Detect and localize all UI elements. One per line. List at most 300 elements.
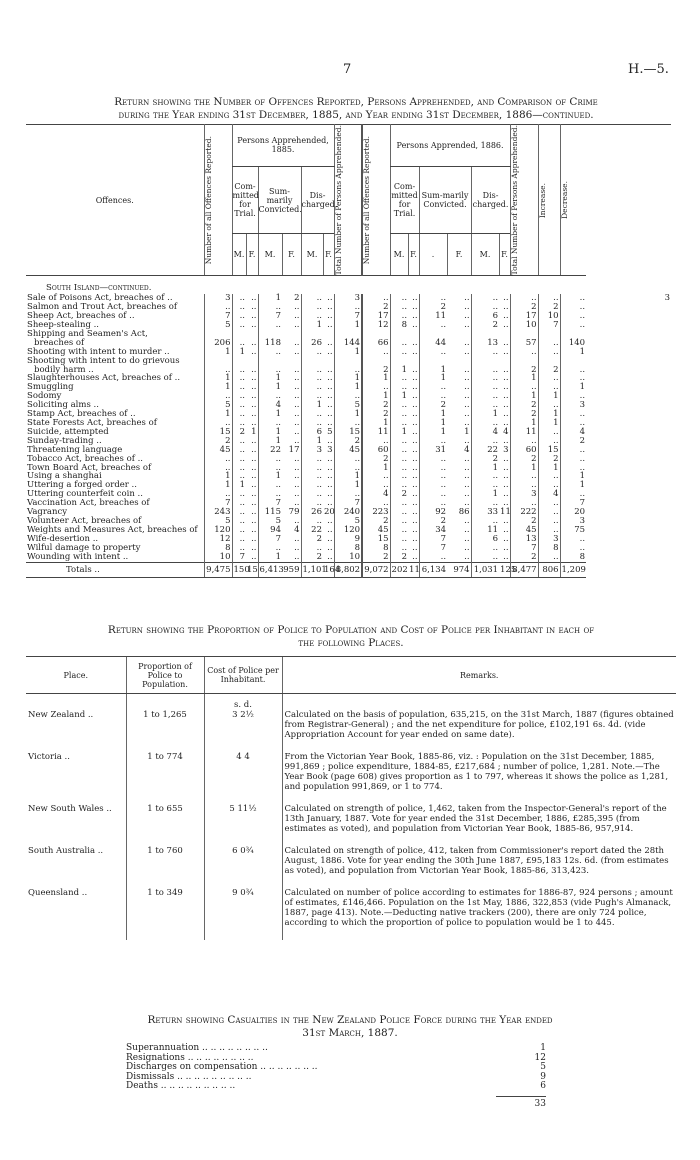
offence-cell: .. xyxy=(251,320,257,331)
col-total-1885: Total Number of Persons Apprehended. xyxy=(333,125,343,276)
offence-name: Shooting with intent to murder .. xyxy=(27,346,170,357)
offence-cell: .. xyxy=(503,293,509,304)
police-row xyxy=(26,888,676,940)
offence-cell: .. xyxy=(464,480,470,491)
offence-cell: .. xyxy=(327,346,333,357)
offence-cell: 8 xyxy=(334,544,362,553)
offence-cell: 7 xyxy=(334,499,362,508)
offence-cell: 33 xyxy=(471,508,499,517)
offence-cell: .. xyxy=(464,320,470,331)
offence-cell: 2 xyxy=(510,303,538,312)
offence-cell: .. xyxy=(464,337,470,348)
offence-cell: 4 xyxy=(362,490,390,499)
offence-cell: .. xyxy=(251,373,257,384)
casualty-label: Deaths .. .. .. .. .. .. .. .. .. xyxy=(126,1081,236,1091)
offence-cell: 1 xyxy=(258,428,282,437)
offence-cell: 15 xyxy=(362,535,390,544)
offence-cell: .. xyxy=(251,507,257,518)
col-place: Place. xyxy=(26,657,126,694)
offence-cell: .. xyxy=(258,321,282,330)
offence-cell: .. xyxy=(503,346,509,357)
offence-cell: 115 xyxy=(258,508,282,517)
offence-cell: .. xyxy=(251,551,257,562)
offence-cell: .. xyxy=(390,383,408,392)
offence-cell: 45 xyxy=(334,446,362,455)
offence-name: Wife-desertion .. xyxy=(27,533,99,544)
col-m: M. xyxy=(390,234,408,276)
remarks: Calculated on number of police according to estimates for 1886-87, 924 persons ; amount of estimates, £146,466. Population on the 1st May, 1886, 322,853 (vide Pugh's Almanack, 1887, page 413). Note.—Deducting native trackers (200), there are only 724 police, according to which the proportion of police to population would be 1 to 445. xyxy=(282,888,676,940)
offence-cell: .. xyxy=(419,437,447,446)
offence-cell: .. xyxy=(294,453,300,464)
offence-cell: .. xyxy=(390,508,408,517)
offence-cell: .. xyxy=(464,311,470,322)
offence-cell: 8 xyxy=(390,321,408,330)
place: Queensland .. xyxy=(28,888,88,898)
offence-cell: .. xyxy=(464,533,470,544)
offence-cell: .. xyxy=(232,303,246,312)
offence-cell: .. xyxy=(471,348,499,357)
offence-cell: .. xyxy=(294,498,300,509)
offence-cell: .. xyxy=(327,471,333,482)
offence-cell: 11 xyxy=(362,428,390,437)
offence-name: Vaccination Act, breaches of xyxy=(27,498,150,509)
offence-cell: .. xyxy=(464,542,470,553)
police-row xyxy=(26,752,676,804)
offence-cell: 15 xyxy=(204,428,232,437)
offence-cell: 12 xyxy=(362,321,390,330)
offence-cell: 3 xyxy=(560,401,586,410)
offence-cell: .. xyxy=(251,337,257,348)
offence-cell: 7 xyxy=(232,553,246,562)
offence-cell: .. xyxy=(334,392,362,401)
offence-cell: 144 xyxy=(334,339,362,348)
offence-cell: 1 xyxy=(471,464,499,473)
offence-cell: .. xyxy=(503,551,509,562)
offence-cell: .. xyxy=(327,489,333,500)
offence-cell: .. xyxy=(412,302,418,313)
offence-name: Shipping and Seamen's Act, xyxy=(27,328,148,339)
offence-cell: .. xyxy=(301,481,323,490)
offence-cell: .. xyxy=(251,364,257,375)
offence-cell: 2 xyxy=(294,293,300,304)
offence-cell: .. xyxy=(327,391,333,402)
offence-cell: .. xyxy=(419,499,447,508)
remarks: Calculated on strength of police, 1,462, taken from the Inspector-General's report of the 13th January, 1887. Vote for year ended the 31st December, 1886, £285,395 (from estimates as voted), and population from Victorian Year Book, 1885-86, 957,914. xyxy=(282,804,676,846)
offence-cell: 10 xyxy=(334,553,362,562)
offence-cell: .. xyxy=(390,303,408,312)
offence-cell: .. xyxy=(327,542,333,553)
offence-cell: 1 xyxy=(362,392,390,401)
offence-cell: 8 xyxy=(204,544,232,553)
offence-cell: 2 xyxy=(419,517,447,526)
offence-cell: 1 xyxy=(258,472,282,481)
offence-cell: .. xyxy=(464,409,470,420)
offence-cell: 2 xyxy=(362,455,390,464)
offence-cell: .. xyxy=(258,348,282,357)
offence-cell: 7 xyxy=(258,535,282,544)
offence-cell: .. xyxy=(301,303,323,312)
offence-cell: .. xyxy=(538,499,560,508)
casualty-total: 33 xyxy=(496,1096,546,1109)
offence-cell: 5 xyxy=(204,401,232,410)
offence-name: Town Board Act, breaches of xyxy=(27,462,152,473)
table3-title-line2: 31st March, 1887. xyxy=(302,1027,398,1039)
offence-cell: .. xyxy=(560,419,586,428)
offence-cell: .. xyxy=(412,498,418,509)
offence-cell: .. xyxy=(538,437,560,446)
offence-cell: .. xyxy=(560,321,586,330)
offence-cell: .. xyxy=(327,435,333,446)
cost-units: s. d. xyxy=(204,694,282,711)
offence-cell: .. xyxy=(560,490,586,499)
offence-cell: .. xyxy=(560,535,586,544)
offence-cell: 13 xyxy=(510,535,538,544)
offence-cell: 8 xyxy=(362,544,390,553)
offence-cell: .. xyxy=(503,515,509,526)
offence-cell: .. xyxy=(294,302,300,313)
offence-cell: 2 xyxy=(204,437,232,446)
offence-cell: 140 xyxy=(560,339,586,348)
offence-cell: .. xyxy=(390,535,408,544)
offence-cell: .. xyxy=(390,437,408,446)
table1-title xyxy=(36,96,676,122)
col-m: M. xyxy=(471,234,499,276)
offence-cell: .. xyxy=(503,337,509,348)
offence-cell: .. xyxy=(412,444,418,455)
offence-row xyxy=(26,357,671,366)
offence-cell: .. xyxy=(510,294,538,303)
offence-cell: .. xyxy=(471,437,499,446)
offence-cell: .. xyxy=(251,462,257,473)
offence-cell: .. xyxy=(232,392,246,401)
offence-cell: .. xyxy=(412,551,418,562)
offence-cell: .. xyxy=(301,419,323,428)
offence-cell: .. xyxy=(464,551,470,562)
offence-cell: .. xyxy=(251,391,257,402)
offence-cell: .. xyxy=(232,374,246,383)
offence-name: Using a shanghai xyxy=(27,471,102,482)
offence-cell: 1 xyxy=(538,410,560,419)
offence-cell: .. xyxy=(560,366,586,375)
offence-cell: .. xyxy=(503,498,509,509)
offence-cell: .. xyxy=(560,392,586,401)
offence-cell: .. xyxy=(362,348,390,357)
offence-cell: 7 xyxy=(204,499,232,508)
offence-cell: .. xyxy=(471,392,499,401)
offence-cell: 2 xyxy=(510,410,538,419)
offence-cell: 1 xyxy=(390,366,408,375)
offence-cell: 45 xyxy=(204,446,232,455)
offence-cell: 1 xyxy=(334,348,362,357)
offence-cell: 2 xyxy=(362,410,390,419)
offence-cell: .. xyxy=(327,480,333,491)
offence-cell: .. xyxy=(419,553,447,562)
offence-cell: 86 xyxy=(458,507,470,518)
col-proportion: Proportion of Police to Population. xyxy=(126,657,204,694)
casualty-value: 9 xyxy=(540,1071,546,1082)
offence-cell: .. xyxy=(362,294,390,303)
offence-cell: 1 xyxy=(471,410,499,419)
offence-cell: .. xyxy=(232,321,246,330)
offence-cell: .. xyxy=(503,373,509,384)
offence-cell: 1 xyxy=(560,383,586,392)
offence-cell: .. xyxy=(503,391,509,402)
police-table xyxy=(26,656,676,940)
col-m: M. xyxy=(232,234,246,276)
offence-row xyxy=(26,464,671,473)
offence-cell: 806 xyxy=(538,562,560,577)
offence-name: Suicide, attempted xyxy=(27,426,109,437)
offence-cell: .. xyxy=(560,544,586,553)
offence-cell: .. xyxy=(232,464,246,473)
casualty-label: Dismissals .. .. .. .. .. .. .. .. .. xyxy=(126,1071,252,1082)
offence-cell: .. xyxy=(560,374,586,383)
offence-cell: .. xyxy=(412,364,418,375)
offence-cell: 94 xyxy=(258,526,282,535)
offence-cell: .. xyxy=(538,517,560,526)
offence-cell: .. xyxy=(301,464,323,473)
offence-cell: .. xyxy=(232,312,246,321)
casualty-label: Discharges on compensation .. .. .. .. .. .. .. xyxy=(126,1062,318,1072)
offence-cell: .. xyxy=(251,471,257,482)
offence-cell: .. xyxy=(327,364,333,375)
offence-cell: .. xyxy=(390,472,408,481)
offence-cell: .. xyxy=(412,480,418,491)
group-1885: Persons Apprehended, 1885. xyxy=(232,125,334,167)
offence-cell: .. xyxy=(294,382,300,393)
offence-cell: .. xyxy=(251,489,257,500)
offence-cell: 1,031 xyxy=(471,562,499,577)
offence-cell: .. xyxy=(412,507,418,518)
offence-cell: 150 xyxy=(232,562,246,577)
offence-cell: .. xyxy=(419,490,447,499)
offence-cell: 7 xyxy=(258,499,282,508)
offence-cell: .. xyxy=(251,346,257,357)
col-decrease: Decrease. xyxy=(559,181,569,220)
cost: 4 4 xyxy=(204,752,282,804)
offence-cell: .. xyxy=(538,508,560,517)
offence-cell: .. xyxy=(301,472,323,481)
offence-name: Wounding with intent .. xyxy=(27,551,129,562)
offence-cell: .. xyxy=(412,320,418,331)
offence-cell: 4 xyxy=(464,444,470,455)
offence-cell: 17 xyxy=(362,312,390,321)
offence-cell: .. xyxy=(251,524,257,535)
offence-cell: 1 xyxy=(204,348,232,357)
offence-cell: 1 xyxy=(258,383,282,392)
offence-cell: .. xyxy=(294,471,300,482)
offence-cell: 15 xyxy=(538,446,560,455)
offence-name: bodily harm .. xyxy=(34,364,94,375)
offence-cell: .. xyxy=(412,533,418,544)
offence-cell: 3 xyxy=(560,517,586,526)
offences-body xyxy=(26,276,671,562)
offence-cell: 1 xyxy=(334,481,362,490)
offence-cell: .. xyxy=(419,481,447,490)
offence-cell: .. xyxy=(301,410,323,419)
offence-cell: .. xyxy=(294,364,300,375)
offence-cell: .. xyxy=(251,409,257,420)
offence-cell: 1 xyxy=(362,374,390,383)
offence-cell: .. xyxy=(251,293,257,304)
offence-cell: .. xyxy=(301,490,323,499)
col-summarily-1885: Sum-marily Convicted. xyxy=(258,166,301,233)
offence-row xyxy=(26,392,671,401)
offence-cell: .. xyxy=(471,544,499,553)
offence-cell: .. xyxy=(464,302,470,313)
offence-cell: .. xyxy=(301,392,323,401)
offence-cell: .. xyxy=(258,303,282,312)
offence-cell: 5 xyxy=(204,517,232,526)
offence-name: Vagrancy xyxy=(27,507,68,518)
offence-cell: .. xyxy=(471,383,499,392)
offence-cell: .. xyxy=(503,471,509,482)
offence-cell: 3 xyxy=(538,535,560,544)
offence-cell: .. xyxy=(334,303,362,312)
offence-cell: 2 xyxy=(419,401,447,410)
offence-cell: .. xyxy=(471,374,499,383)
offence-cell: 1 xyxy=(258,437,282,446)
offence-cell: .. xyxy=(301,544,323,553)
offence-cell: .. xyxy=(419,392,447,401)
offence-cell: .. xyxy=(232,490,246,499)
offence-cell: 1 xyxy=(419,410,447,419)
offence-cell: .. xyxy=(510,383,538,392)
offence-name: Threatening language xyxy=(27,444,123,455)
offence-cell: .. xyxy=(327,524,333,535)
offence-cell: .. xyxy=(510,481,538,490)
offence-cell: .. xyxy=(251,400,257,411)
offence-cell: 60 xyxy=(362,446,390,455)
offence-cell: .. xyxy=(419,464,447,473)
offence-cell: 125 xyxy=(499,562,510,577)
offence-cell: .. xyxy=(232,526,246,535)
offence-cell: 118 xyxy=(258,339,282,348)
offence-cell: 4 xyxy=(471,428,499,437)
offence-cell: 1 xyxy=(301,401,323,410)
offence-cell: .. xyxy=(412,462,418,473)
offence-cell: .. xyxy=(294,418,300,429)
police-row xyxy=(26,846,676,888)
offence-cell: 2 xyxy=(362,553,390,562)
offence-cell: .. xyxy=(419,294,447,303)
offence-cell: .. xyxy=(232,339,246,348)
casualty-label: Resignations .. .. .. .. .. .. .. .. xyxy=(126,1052,254,1063)
cost: 3 2½ xyxy=(204,710,282,752)
offence-name: Sheep-stealing .. xyxy=(27,320,100,331)
offence-cell: .. xyxy=(464,346,470,357)
table2-title-line1: Return showing the Proportion of Police to Population and Cost of Police per Inhabitant in each of xyxy=(107,624,595,636)
offence-cell: 3 xyxy=(664,293,670,304)
offence-cell: .. xyxy=(334,366,362,375)
offence-cell: .. xyxy=(294,426,300,437)
offence-cell: .. xyxy=(390,312,408,321)
section-heading: South Island—continued. xyxy=(46,282,152,293)
offence-cell: .. xyxy=(538,374,560,383)
offence-cell: 5 xyxy=(327,426,333,437)
offence-cell: .. xyxy=(251,515,257,526)
offence-cell: .. xyxy=(419,472,447,481)
offence-cell: .. xyxy=(258,455,282,464)
offence-cell: .. xyxy=(412,418,418,429)
offence-cell: .. xyxy=(538,294,560,303)
offence-cell: .. xyxy=(503,302,509,313)
offence-cell: 75 xyxy=(560,526,586,535)
offence-cell: .. xyxy=(258,366,282,375)
offence-cell: .. xyxy=(251,418,257,429)
offence-cell: .. xyxy=(464,524,470,535)
offence-cell: 2 xyxy=(510,553,538,562)
offence-name: Uttering counterfeit coin .. xyxy=(27,489,143,500)
table3-title-line1: Return showing Casualties in the New Zealand Police Force during the Year ended xyxy=(147,1014,553,1026)
offence-cell: 8 xyxy=(538,544,560,553)
offence-cell: 2 xyxy=(334,437,362,446)
offence-cell: .. xyxy=(510,499,538,508)
offence-cell: .. xyxy=(390,499,408,508)
offence-cell: 6 xyxy=(301,428,323,437)
offence-cell: 3 xyxy=(327,444,333,455)
offence-name: Weights and Measures Act, breaches of xyxy=(27,524,198,535)
offence-cell: 34 xyxy=(419,526,447,535)
casualties-list xyxy=(126,1044,546,1109)
offence-cell: 1 xyxy=(334,472,362,481)
offence-cell: .. xyxy=(464,364,470,375)
offence-cell: .. xyxy=(538,383,560,392)
offence-cell: .. xyxy=(412,409,418,420)
offence-cell: 92 xyxy=(419,508,447,517)
offence-cell: 4 xyxy=(258,401,282,410)
offence-cell: 60 xyxy=(510,446,538,455)
offence-cell: 1 xyxy=(419,428,447,437)
col-committed-1885: Com-mitted for Trial. xyxy=(232,166,258,233)
offence-cell: .. xyxy=(251,498,257,509)
offence-cell: 1 xyxy=(464,426,470,437)
offence-cell: 1 xyxy=(538,464,560,473)
offence-cell: .. xyxy=(560,312,586,321)
offence-cell: .. xyxy=(419,383,447,392)
offence-cell: .. xyxy=(294,337,300,348)
offence-cell: .. xyxy=(464,471,470,482)
offence-cell: 5 xyxy=(204,321,232,330)
offence-cell: .. xyxy=(301,455,323,464)
offence-cell: 2 xyxy=(362,366,390,375)
col-remarks: Remarks. xyxy=(282,657,676,694)
police-body xyxy=(26,694,676,941)
offence-cell: 7 xyxy=(538,321,560,330)
offence-cell: .. xyxy=(471,481,499,490)
table3-title xyxy=(80,1014,620,1040)
offence-cell: .. xyxy=(464,373,470,384)
offence-cell: 2 xyxy=(362,401,390,410)
offence-cell: .. xyxy=(538,553,560,562)
offence-cell: .. xyxy=(464,453,470,464)
offence-cell: 4 xyxy=(294,524,300,535)
group-1886: Persons Apprended, 1886. xyxy=(390,125,510,167)
offence-cell: 223 xyxy=(362,508,390,517)
offence-cell: .. xyxy=(258,544,282,553)
offence-cell: .. xyxy=(301,383,323,392)
offence-cell: .. xyxy=(471,517,499,526)
offence-cell: 2 xyxy=(232,428,246,437)
offence-cell: .. xyxy=(294,320,300,331)
offence-cell: .. xyxy=(464,418,470,429)
offence-name: Uttering a forged order .. xyxy=(27,480,137,491)
offence-cell: 2 xyxy=(419,303,447,312)
offence-cell: 2 xyxy=(560,437,586,446)
offence-cell: 2 xyxy=(538,303,560,312)
offence-cell: 22 xyxy=(471,446,499,455)
offence-cell: .. xyxy=(204,366,232,375)
